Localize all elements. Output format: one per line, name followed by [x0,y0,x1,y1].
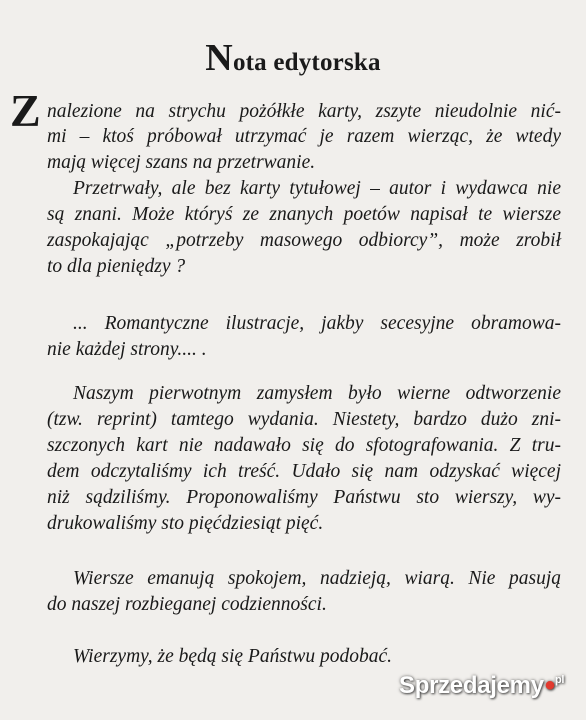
watermark-logo: Sprzedajemy•$^{pl}$ [399,669,565,702]
title-rest: ota edytorska [232,49,381,76]
text-line: do naszej rozbieganej codzienności. [47,594,327,615]
text-line: niż sądziliśmy. Proponowaliśmy Państwu sto wierszy, wy- [47,487,561,508]
watermark-suffix: pl [554,674,565,686]
title-initial: N [205,37,233,79]
text-line: nie każdej strony.... . [47,339,207,360]
text-line: mi – ktoś próbował utrzymać je razem wierząc, że wtedy [47,126,561,147]
drop-cap: Z [10,85,41,136]
text-line: są znani. Może któryś ze znanych poetów napisał te wiersze [47,204,561,225]
text-line: dem odczytaliśmy ich treść. Udało się nam odzyskać więcej [47,461,561,482]
text-line: ... Romantyczne ilustracje, jakby secesyjne obramowa- [73,313,561,334]
text-line: Przetrwały, ale bez karty tytułowej – autor i wydawca nie [73,178,561,199]
text-line: Naszym pierwotnym zamysłem było wierne odtworzenie [73,383,561,404]
text-line: mają więcej szans na przetrwanie. [47,152,316,173]
text-line: Wierzymy, że będą się Państwu podobać. [73,646,392,667]
watermark-text: Sprzedajemy [399,672,544,699]
text-line: Wiersze emanują spokojem, nadzieją, wiarą. Nie pasują [73,568,561,589]
text-line: to dla pieniędzy ? [47,256,186,277]
text-line: szczonych kart nie nadawało się do sfotografowania. Z tru- [47,435,561,456]
text-line: zaspokajając „potrzeby masowego odbiorcy”, może zrobił [47,230,561,251]
text-line: drukowaliśmy sto pięćdziesiąt pięć. [47,513,324,534]
text-line: nalezione na strychu pożółkłe karty, zszyte nieudolnie nić- [47,101,561,122]
page-title [0,36,586,80]
text-line: (tzw. reprint) tamtego wydania. Niestety, bardzo dużo zni- [47,409,561,430]
